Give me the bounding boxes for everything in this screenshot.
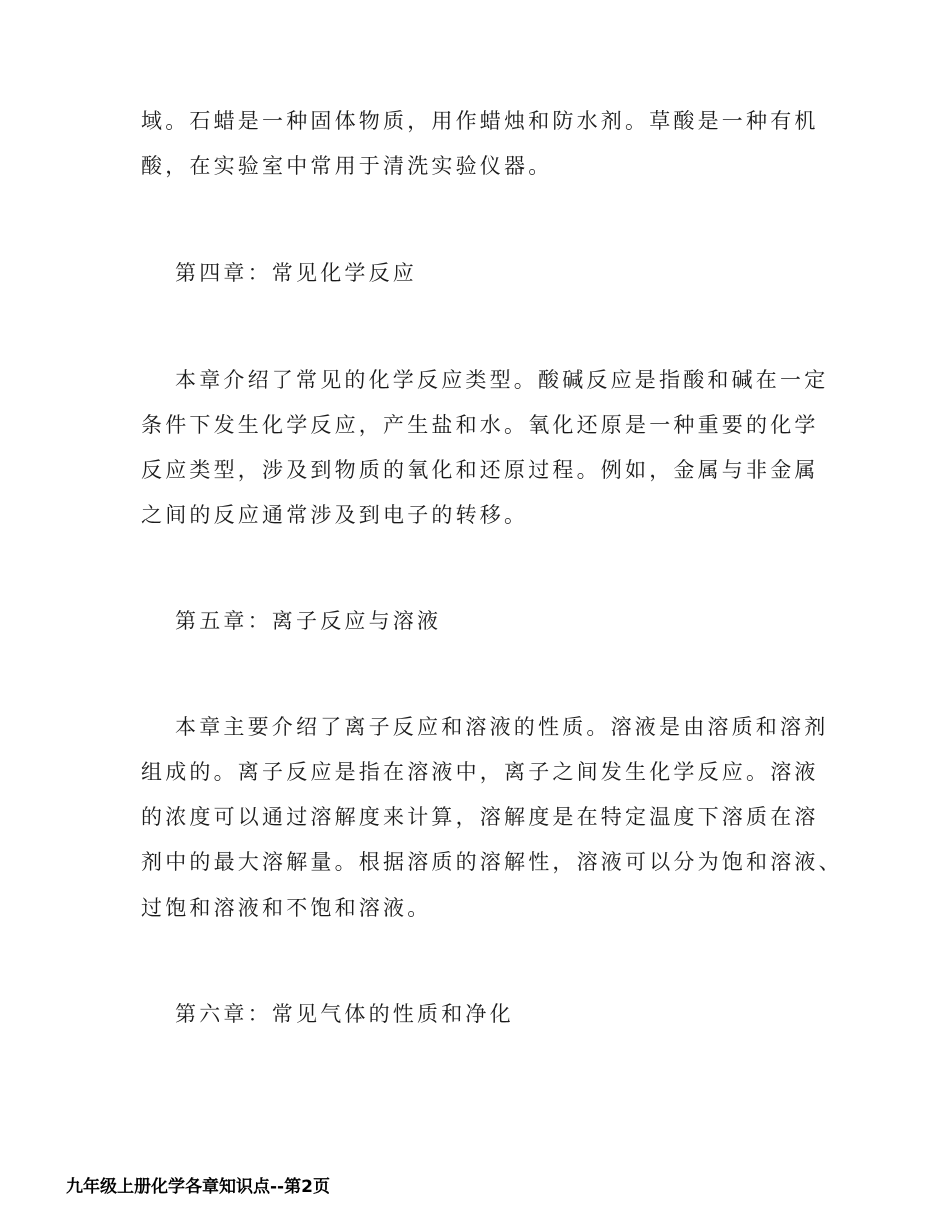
- chapter4-line-3: 反应类型，涉及到物质的氧化和还原过程。例如，金属与非金属: [141, 458, 819, 482]
- page-footer: 九年级上册化学各章知识点--第2页: [66, 1177, 330, 1197]
- chapter4-line-4: 之间的反应通常涉及到电子的转移。: [141, 503, 529, 527]
- chapter5-line-4: 剂中的最大溶解量。根据溶质的溶解性，溶液可以分为饱和溶液、: [141, 850, 843, 874]
- chapter4-heading: 第四章：常见化学反应: [175, 261, 417, 285]
- chapter5-line-5: 过饱和溶液和不饱和溶液。: [141, 896, 432, 920]
- chapter5-line-1: 本章主要介绍了离子反应和溶液的性质。溶液是由溶质和溶剂: [175, 715, 829, 739]
- intro-line-1: 域。石蜡是一种固体物质，用作蜡烛和防水剂。草酸是一种有机: [141, 109, 819, 133]
- chapter5-line-2: 组成的。离子反应是指在溶液中，离子之间发生化学反应。溶液: [141, 760, 819, 784]
- chapter5-heading: 第五章：离子反应与溶液: [175, 609, 442, 633]
- chapter5-line-3: 的浓度可以通过溶解度来计算，溶解度是在特定温度下溶质在溶: [141, 805, 819, 829]
- chapter4-line-1: 本章介绍了常见的化学反应类型。酸碱反应是指酸和碱在一定: [175, 368, 829, 392]
- chapter4-line-2: 条件下发生化学反应，产生盐和水。氧化还原是一种重要的化学: [141, 413, 819, 437]
- intro-line-2: 酸，在实验室中常用于清洗实验仪器。: [141, 154, 553, 178]
- chapter6-heading: 第六章：常见气体的性质和净化: [175, 1002, 514, 1026]
